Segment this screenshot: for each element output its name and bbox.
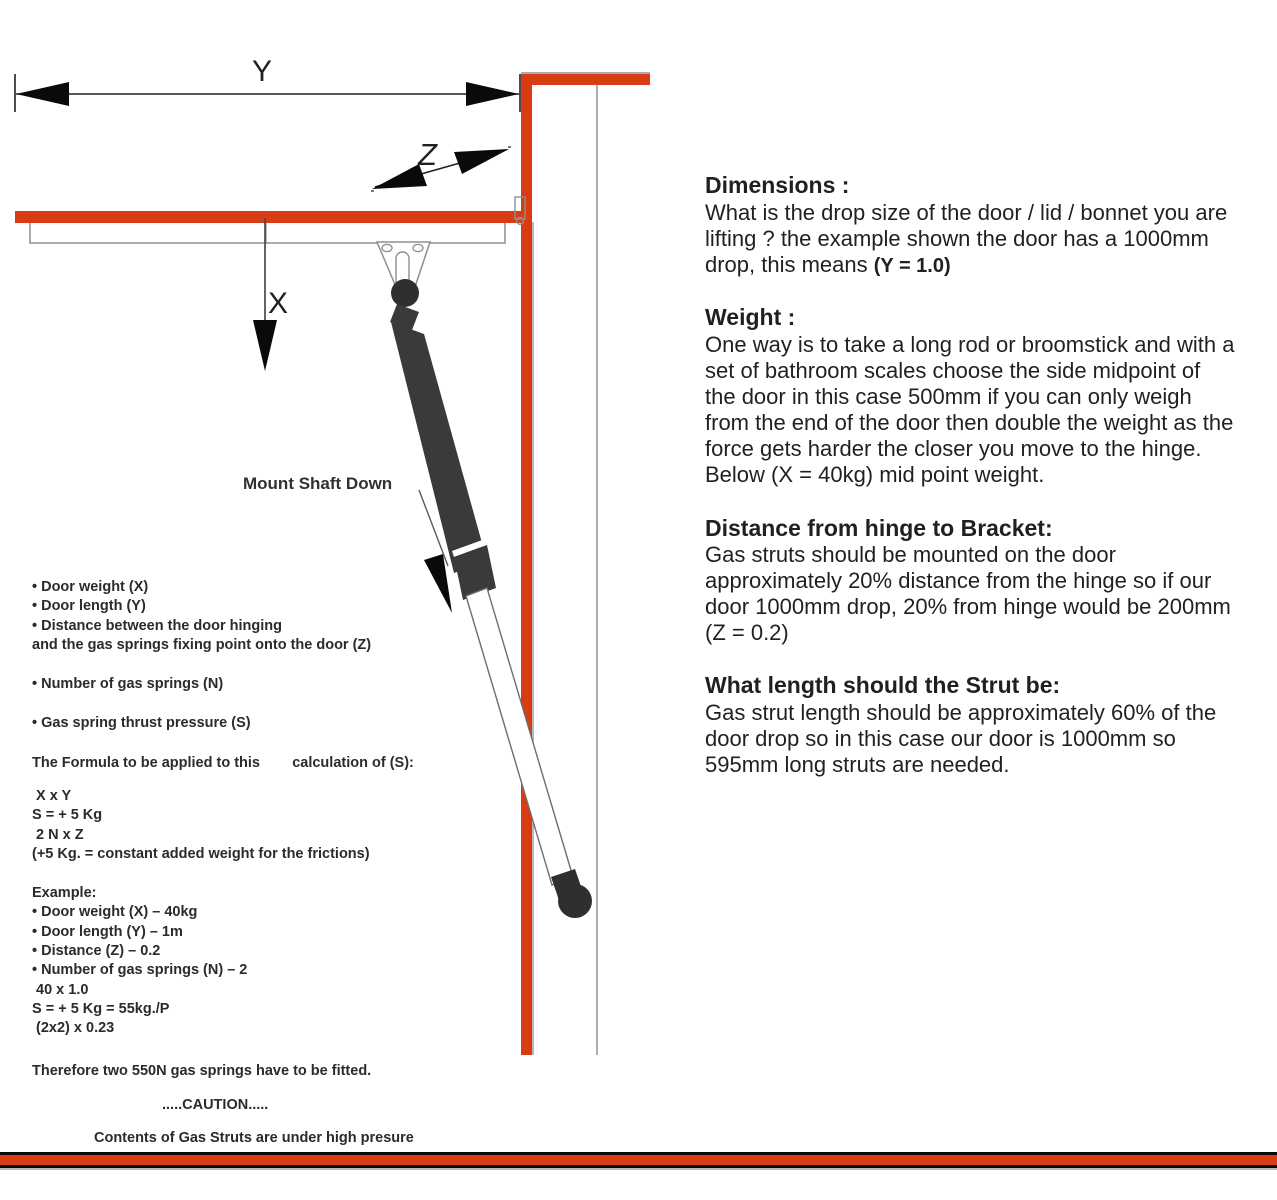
example-item: • Distance (Z) – 0.2 — [32, 942, 161, 959]
footer-rule-hairline — [0, 1168, 1277, 1170]
mount-shaft-down-label: Mount Shaft Down — [243, 474, 393, 493]
dimension-label-y: Y — [252, 55, 273, 88]
example-item: • Door weight (X) – 40kg — [32, 904, 198, 921]
example-formula-line: (2x2) x 0.23 — [32, 1020, 115, 1037]
spacer — [32, 864, 492, 884]
section-dimensions — [705, 172, 1235, 278]
spacer — [32, 773, 492, 787]
example-item: • Number of gas springs (N) – 2 — [32, 962, 248, 979]
strut-cylinder-body — [391, 322, 487, 573]
example-block — [32, 884, 492, 1038]
caution-heading: .....CAUTION..... — [162, 1096, 269, 1113]
variable-item: • Door weight (X) — [32, 579, 149, 595]
variable-item-springs-count: • Number of gas springs (N) — [32, 676, 224, 693]
door-panel-body-outline — [30, 223, 505, 243]
example-formula-line: S = + 5 Kg = 55kg./P — [32, 1000, 170, 1017]
formula-intro: The Formula to be applied to this calculation of (S): — [32, 754, 414, 771]
section-body: One way is to take a long rod or broomstick and with a set of bathroom scales choose the side midpoint of the door in this case 500mm if you can only weigh from the end of the door then double the weight as the force gets harder the closer you move to the hinge. Below (X = 40kg) mid point weight. — [705, 332, 1235, 488]
spacer — [32, 734, 492, 754]
y-arrowhead-left — [16, 82, 69, 106]
strut-ball-joint-top — [391, 279, 419, 307]
example-formula-line: 40 x 1.0 — [32, 981, 89, 998]
dimension-label-z: Z — [418, 137, 437, 172]
footer-rule — [0, 1152, 1277, 1180]
door-panel-face — [15, 211, 521, 223]
cabinet-wall-bar — [521, 74, 532, 1055]
example-item: • Door length (Y) – 1m — [32, 923, 183, 940]
section-heading: What length should the Strut be: — [705, 672, 1061, 699]
section-heading: Dimensions : — [705, 172, 850, 198]
x-arrowhead — [253, 320, 277, 371]
formula-constant-note: (+5 Kg. = constant added weight for the frictions) — [32, 845, 370, 862]
section-strut-length — [705, 672, 1235, 778]
formula-line: 2 N x Z — [32, 826, 84, 843]
spacer — [32, 655, 492, 675]
section-heading: Weight : — [705, 304, 796, 331]
variable-item: • Door length (Y) — [32, 598, 146, 615]
example-heading: Example: — [32, 885, 97, 902]
caution-note: Contents of Gas Struts are under high presure — [94, 1129, 414, 1146]
variable-item: • Distance between the door hinging — [32, 617, 282, 634]
dimension-label-x: X — [268, 287, 289, 320]
z-arrowhead-right — [454, 149, 509, 174]
section-distance-hinge-bracket — [705, 515, 1235, 647]
cabinet-top-bar — [521, 74, 650, 85]
spacer — [32, 1038, 492, 1062]
section-body — [705, 200, 1235, 279]
section-heading: Distance from hinge to Bracket: — [705, 514, 1053, 541]
section-body: Gas strut length should be approximately 60% of the door drop so in this case our door is 1000mm so 595mm long struts are needed. — [705, 700, 1217, 778]
spacer — [32, 694, 492, 714]
formula-line: S = + 5 Kg — [32, 807, 103, 824]
section-body-emphasis: (Y = 1.0) — [873, 254, 951, 277]
spacer — [32, 1082, 492, 1096]
strut-ball-joint-bottom — [558, 884, 592, 918]
footer-rule-band — [0, 1155, 1277, 1165]
spacer — [32, 1115, 492, 1129]
variable-item-thrust: • Gas spring thrust pressure (S) — [32, 715, 251, 732]
specification-panel — [32, 578, 492, 1148]
variables-list — [32, 578, 492, 655]
formula-block — [32, 787, 492, 864]
conclusion-text: Therefore two 550N gas springs have to be fitted. — [32, 1063, 372, 1080]
variable-item: and the gas springs fixing point onto the door (Z) — [32, 636, 372, 653]
y-arrowhead-right — [466, 82, 519, 106]
section-body: Gas struts should be mounted on the door approximately 20% distance from the hinge so if our door 1000mm drop, 20% from hinge would be 200mm (Z = 0.2) — [705, 542, 1231, 646]
dimension-arrow-z — [371, 147, 511, 191]
section-weight — [705, 304, 1235, 488]
guidance-panel — [705, 172, 1235, 778]
formula-line: X x Y — [32, 787, 72, 804]
section-body-text: What is the drop size of the door / lid / bonnet you are lifting ? the example shown the door has a 1000mm drop, this means — [705, 199, 1228, 277]
